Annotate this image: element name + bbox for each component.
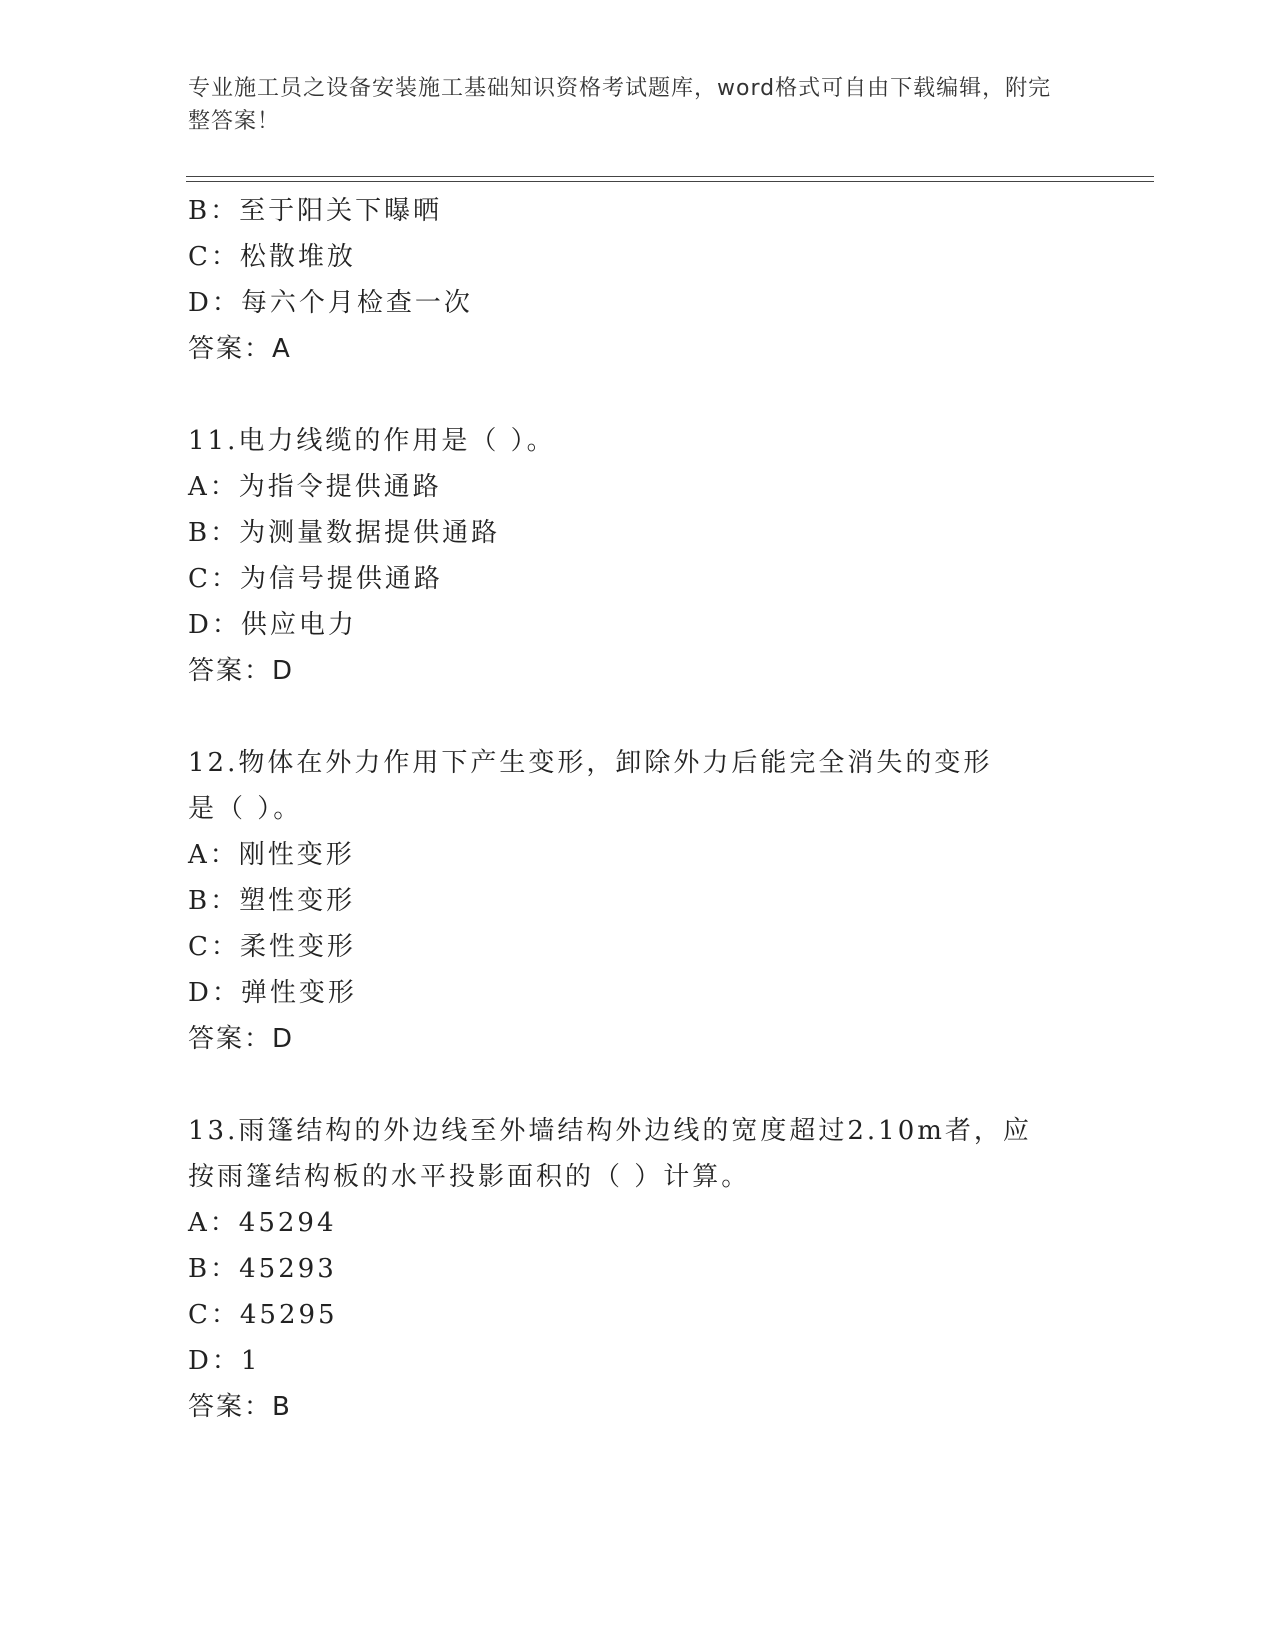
- option-c: C：45295: [188, 1300, 338, 1330]
- question-12: [188, 740, 1088, 1062]
- option-a: A：为指令提供通路: [188, 472, 442, 502]
- option-b: B：塑性变形: [188, 886, 356, 916]
- option-d: D：1: [188, 1346, 261, 1376]
- answer-line: 答案：D: [188, 1024, 295, 1054]
- option-d: D：每六个月检查一次: [188, 288, 473, 318]
- option-a: A：45294: [188, 1208, 337, 1238]
- question-stem: 12.物体在外力作用下产生变形，卸除外力后能完全消失的变形是（ ）。: [188, 748, 993, 824]
- question-stem: 11.电力线缆的作用是（ ）。: [188, 426, 556, 456]
- document-header: 专业施工员之设备安装施工基础知识资格考试题库，word格式可自由下载编辑，附完整答案！: [188, 76, 1052, 134]
- answer-line: 答案：B: [188, 1392, 292, 1422]
- option-b: B：至于阳关下曝晒: [188, 196, 443, 226]
- header-divider-top: [186, 176, 1154, 177]
- option-c: C：柔性变形: [188, 932, 356, 962]
- answer-line: 答案：D: [188, 656, 295, 686]
- option-c: C：为信号提供通路: [188, 564, 443, 594]
- option-b: B：45293: [188, 1254, 337, 1284]
- option-a: A：刚性变形: [188, 840, 355, 870]
- previous-question-tail: [188, 188, 1088, 372]
- option-b: B：为测量数据提供通路: [188, 518, 501, 548]
- option-d: D：弹性变形: [188, 978, 357, 1008]
- header-divider-bottom: [186, 181, 1154, 182]
- answer-line: 答案：A: [188, 334, 292, 364]
- question-stem: 13.雨篷结构的外边线至外墙结构外边线的宽度超过2.10m者，应按雨篷结构板的水平投影面积的（ ）计算。: [188, 1116, 1032, 1192]
- option-c: C：松散堆放: [188, 242, 356, 272]
- option-d: D：供应电力: [188, 610, 357, 640]
- question-list: [188, 188, 1088, 1430]
- question-13: [188, 1108, 1088, 1430]
- question-11: [188, 418, 1088, 694]
